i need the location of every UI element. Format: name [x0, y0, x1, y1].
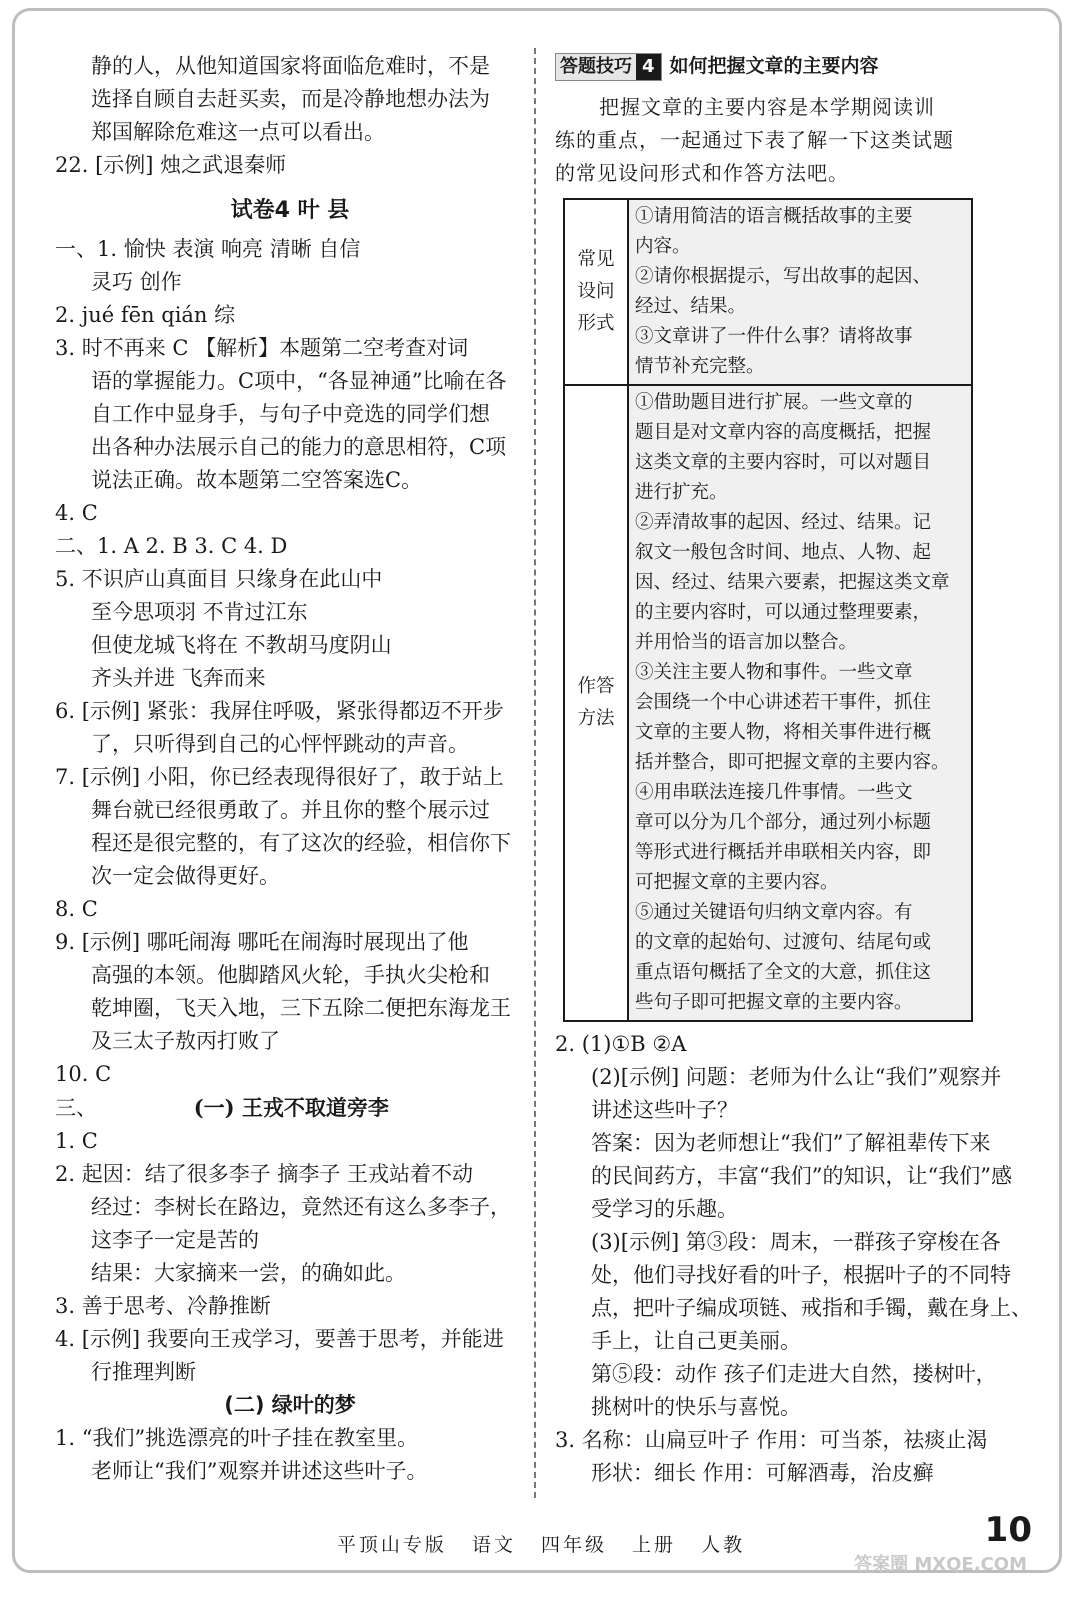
answer-q5: 5. 不识庐山真面目 只缘身在此山中: [55, 567, 383, 591]
cell-line: 进行扩充。: [635, 482, 728, 503]
text-line: 手上，让自己更美丽。: [591, 1329, 801, 1353]
text-line: 答案：因为老师想让“我们”了解祖辈传下来: [591, 1131, 991, 1155]
answer-s3-q1: 1. C: [55, 1129, 98, 1153]
answer-s3-q2: 2. 起因：结了很多李子 摘李子 王戎站着不动: [55, 1162, 474, 1186]
footer-item: 上册: [632, 1534, 677, 1556]
text-line: 结果：大家摘来一尝，的确如此。: [91, 1261, 406, 1285]
cell-line: 叙文一般包含时间、地点、人物、起: [635, 542, 932, 563]
text-line: 处，他们寻找好看的叶子，根据叶子的不同特: [591, 1263, 1011, 1287]
cell-line: 的主要内容时，可以通过整理要素，: [635, 602, 932, 623]
section-3-header: [55, 1091, 525, 1125]
answer-q7: 7. [示例] 小阳，你已经表现得很好了，敢于站上: [55, 765, 504, 789]
cell-line: 的文章的起始句、过渡句、结尾句或: [635, 932, 932, 953]
answer-s1-q1: 一、1. 愉快 表演 响亮 清晰 自信: [55, 237, 361, 261]
cell-line: 括并整合，即可把握文章的主要内容。: [635, 752, 950, 773]
cell-line: ⑤通过关键语句归纳文章内容。有: [635, 902, 913, 923]
cell-line: 并用恰当的语言加以整合。: [635, 632, 858, 653]
text-line: 这李子一定是苦的: [91, 1228, 259, 1252]
left-column: [55, 50, 525, 1488]
answer-s3-q4: 4. [示例] 我要向王戎学习，要善于思考，并能进: [55, 1327, 504, 1351]
cell-line: ②弄清故事的起因、经过、结果。记: [635, 512, 932, 533]
answer-r-q2: 2. (1)①B ②A: [555, 1032, 687, 1056]
text-line: 第⑤段：动作 孩子们走进大自然，搂树叶，: [591, 1362, 997, 1386]
text-line: 语的掌握能力。C项中，“各显神通”比喻在各: [91, 369, 507, 393]
answer-q8: 8. C: [55, 897, 98, 921]
cell-line: 情节补充完整。: [635, 356, 765, 377]
footer-item: 平顶山专版: [336, 1534, 447, 1556]
text-line: 老师让“我们”观察并讲述这些叶子。: [91, 1459, 428, 1483]
text-line: 程还是很完整的，有了这次的经验，相信你下: [91, 831, 511, 855]
cell-line: 题目是对文章内容的高度概括，把握: [635, 422, 932, 443]
cell-line: 些句子即可把握文章的主要内容。: [635, 992, 913, 1013]
cell-line: 文章的主要人物，将相关事件进行概: [635, 722, 932, 743]
text-line: 的民间药方，丰富“我们”的知识，让“我们”感: [591, 1164, 1012, 1188]
cell-line: ③关注主要人物和事件。一些文章: [635, 662, 913, 683]
row-body: [628, 385, 972, 1021]
tip-badge-label: 答题技巧: [560, 56, 632, 77]
watermark: 答案圈 MXQE.COM: [854, 1554, 1027, 1575]
text-line: 讲述这些叶子？: [591, 1098, 738, 1122]
text-line: (2)[示例] 问题：老师为什么让“我们”观察并: [591, 1065, 1002, 1089]
section-3b-title: (二) 绿叶的梦: [224, 1393, 356, 1417]
tips-table: [563, 198, 973, 1022]
cell-line: ③文章讲了一件什么事？请将故事: [635, 326, 913, 347]
header-line: 常见: [577, 249, 615, 270]
cell-line: 重点语句概括了全文的大意，抓住这: [635, 962, 932, 983]
text-line: (3)[示例] 第③段：周末，一群孩子穿梭在各: [591, 1230, 1001, 1254]
header-line: 设问: [577, 281, 615, 302]
cell-line: 章可以分为几个部分，通过列小标题: [635, 812, 932, 833]
text-line: 把握文章的主要内容是本学期阅读训: [599, 95, 935, 119]
tip-title: 如何把握文章的主要内容: [669, 55, 879, 77]
table-row: [564, 385, 972, 1021]
text-line: 高强的本领。他脚踏风火轮，手执火尖枪和: [91, 963, 490, 987]
paper-title: 试卷4 叶 县: [230, 198, 350, 223]
text-line: 的常见设问形式和作答方法吧。: [555, 161, 849, 185]
answer-q9: 9. [示例] 哪吒闹海 哪吒在闹海时展现出了他: [55, 930, 469, 954]
cell-line: ④用串联法连接几件事情。一些文: [635, 782, 913, 803]
section-3-label: 三、: [55, 1096, 97, 1120]
text-line: 至今思项羽 不肯过江东: [91, 600, 308, 624]
text-line: 齐头并进 飞奔而来: [91, 666, 266, 690]
footer-item: 四年级: [540, 1534, 607, 1556]
text-line: 点，把叶子编成项链、戒指和手镯，戴在身上、: [591, 1296, 1032, 1320]
cell-line: 等形式进行概括并串联相关内容，即: [635, 842, 932, 863]
text-line: 练的重点，一起通过下表了解一下这类试题: [555, 128, 954, 152]
text-line: 了，只听得到自己的心怦怦跳动的声音。: [91, 732, 469, 756]
tip-badge: [555, 53, 662, 81]
text-line: 但使龙城飞将在 不教胡马度阴山: [91, 633, 392, 657]
tip-intro: [555, 91, 1015, 190]
answer-s3b-q1: 1. “我们”挑选漂亮的叶子挂在教室里。: [55, 1426, 419, 1450]
answer-q2: 2. jué fēn qián 综: [55, 303, 236, 327]
answer-r-q3: 3. 名称：山扁豆叶子 作用：可当茶，祛痰止渴: [555, 1428, 988, 1452]
right-column: [555, 50, 1032, 1490]
cell-line: 会围绕一个中心讲述若干事件，抓住: [635, 692, 932, 713]
cell-line: 因、经过、结果六要素，把握这类文章: [635, 572, 950, 593]
section-3-title: (一) 王戎不取道旁李: [193, 1095, 389, 1120]
footer-item: 语文: [471, 1534, 516, 1556]
answer-s3-q3: 3. 善于思考、冷静推断: [55, 1294, 271, 1318]
tip-number: 4: [636, 54, 661, 80]
text-line: 形状：细长 作用：可解酒毒，治皮癣: [591, 1461, 934, 1485]
cell-line: 内容。: [635, 236, 691, 257]
text-line: 行推理判断: [91, 1360, 196, 1384]
text-line: 自工作中显身手，与句子中竞选的同学们想: [91, 402, 490, 426]
cell-line: ①借助题目进行扩展。一些文章的: [635, 392, 913, 413]
text-line: 受学习的乐趣。: [591, 1197, 738, 1221]
header-line: 作答: [577, 676, 615, 697]
text-line: 经过：李树长在路边，竟然还有这么多李子，: [91, 1195, 511, 1219]
text-line: 选择自顾自去赶买卖，而是冷静地想办法为: [91, 87, 490, 111]
answer-s2: 二、1. A 2. B 3. C 4. D: [55, 534, 288, 558]
answer-q6: 6. [示例] 紧张：我屏住呼吸，紧张得都迈不开步: [55, 699, 504, 723]
answer-q3: 3. 时不再来 C 【解析】本题第二空考查对词: [55, 336, 469, 360]
text-line: 说法正确。故本题第二空答案选C。: [91, 468, 423, 492]
column-divider: [534, 48, 536, 1498]
text-line: 郑国解除危难这一点可以看出。: [91, 120, 385, 144]
cell-line: 可把握文章的主要内容。: [635, 872, 839, 893]
answer-q4: 4. C: [55, 501, 98, 525]
row-header: [564, 199, 628, 385]
answer-22: 22. [示例] 烛之武退秦师: [55, 153, 287, 177]
header-line: 方法: [577, 708, 615, 729]
row-body: [628, 199, 972, 385]
row-header: [564, 385, 628, 1021]
page-number: 10: [984, 1510, 1032, 1550]
table-row: [564, 199, 972, 385]
answer-s1-q1-cont: 灵巧 创作: [91, 270, 182, 294]
text-line: 出各种办法展示自己的能力的意思相符，C项: [91, 435, 507, 459]
text-line: 挑树叶的快乐与喜悦。: [591, 1395, 801, 1419]
text-line: 及三太子敖丙打败了: [91, 1029, 280, 1053]
cell-line: 经过、结果。: [635, 296, 747, 317]
text-line: 次一定会做得更好。: [91, 864, 280, 888]
answer-q10: 10. C: [55, 1062, 112, 1086]
text-line: 舞台就已经很勇敢了。并且你的整个展示过: [91, 798, 490, 822]
cell-line: ①请用简洁的语言概括故事的主要: [635, 206, 913, 227]
cell-line: ②请你根据提示，写出故事的起因、: [635, 266, 932, 287]
header-line: 形式: [577, 313, 615, 334]
tip-header: [555, 50, 1015, 83]
footer-item: 人教: [701, 1534, 746, 1556]
text-line: 乾坤圈，飞天入地，三下五除二便把东海龙王: [91, 996, 511, 1020]
cell-line: 这类文章的主要内容时，可以对题目: [635, 452, 932, 473]
text-line: 静的人，从他知道国家将面临危难时，不是: [91, 54, 490, 78]
